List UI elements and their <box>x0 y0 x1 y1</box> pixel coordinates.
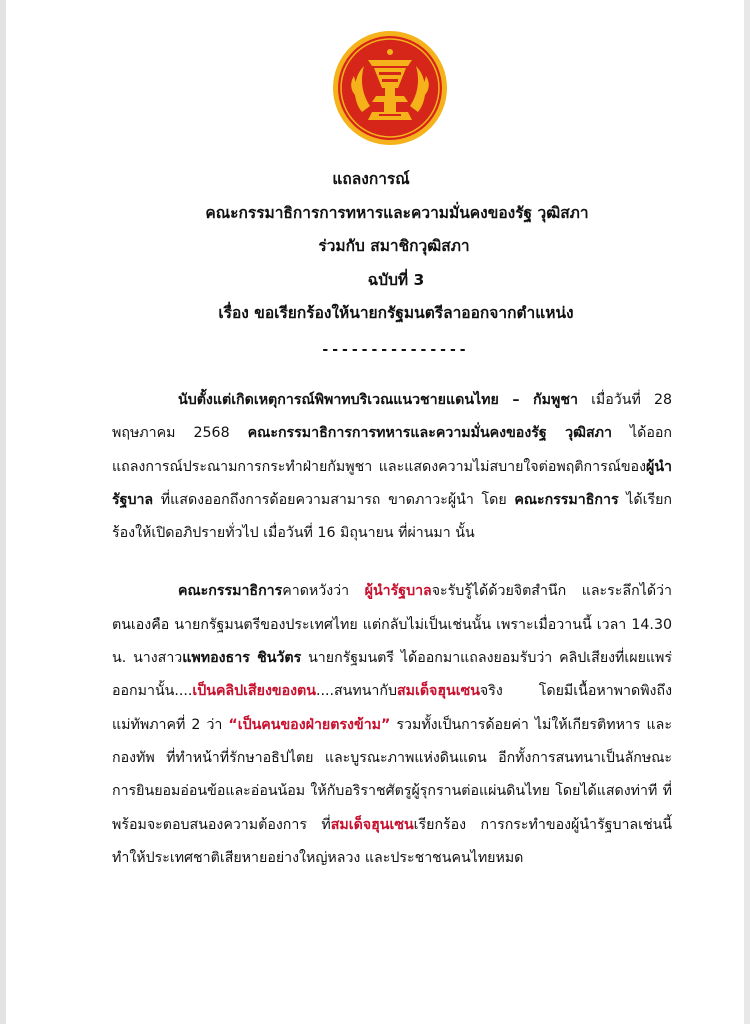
p2-text-2: จะรับรู้ได้ด้วยจิตสำนึก และระลึกได้ว่า ตนเองคือ นายกรัฐมนตรีของประเทศไทย แต่กลับไม่เป็นเช่นนั้น เพราะเมื่อวานนี้ เวลา 14.30 น. นางสาว <box>112 583 672 667</box>
p1-text-4: ได้เรียกร้องให้เปิดอภิปรายทั่วไป เมื่อวันที่ 16 มิถุนายน ที่ผ่านมา นั้น <box>112 491 672 542</box>
p2-text-7: เรียกร้อง การกระทำของผู้นำรัฐบาลเช่นนี้ ทำให้ประเทศชาติเสียหายอย่างใหญ่หลวง และประชาชนคนไทยหมด <box>112 816 672 866</box>
p2-text-1: คาดหวังว่า <box>282 583 365 600</box>
page-edge-left <box>0 0 6 1024</box>
p2-text-4: ....สนทนากับ <box>315 683 397 700</box>
p1-text-3: ที่แสดงออกถึงการด้อยความสามารถ ขาดภาวะผู้นำ โดย <box>153 491 515 508</box>
p2-text-6: รวมทั้งเป็นการด้อยค่า ไม่ให้เกียรติทหาร และกองทัพ ที่ทำหน้าที่รักษาอธิปไตย และบูรณะภาพแห่งดินแดน อีกทั้งการสนทนาเป็นลักษณะการยินยอมอ่อนข้อและอ่อนน้อม ให้กับอริราชศัตรูผู้รุกรานต่อแผ่นดินไทย โดยได้แสดงท่าที ที่พร้อมจะตอบสนองความต้องการ ที่ <box>112 716 672 833</box>
divider <box>0 342 750 358</box>
page-edge-right <box>744 0 750 1024</box>
p1-bold-4: คณะกรรมาธิการ <box>514 491 619 508</box>
p2-red-5: สมเด็จฮุนเซน <box>330 816 414 833</box>
divider-dashes: --------------- <box>322 342 470 358</box>
p2-bold-1: คณะกรรมาธิการ <box>178 583 283 600</box>
p2-red-2: เป็นคลิปเสียงของตน <box>192 683 316 700</box>
statement-subject: เรื่อง ขอเรียกร้องให้นายกรัฐมนตรีลาออกจากตำแหน่ง <box>218 304 574 322</box>
joint-with: ร่วมกับ สมาชิกวุฒิสภา <box>318 237 470 255</box>
p1-bold-1: นับตั้งแต่เกิดเหตุการณ์พิพาทบริเวณแนวชายแดนไทย – กัมพูชา <box>178 392 578 408</box>
paragraph-2 <box>112 575 672 875</box>
paragraph-gap <box>112 550 672 575</box>
p2-red-3: สมเด็จฮุนเซน <box>396 683 480 700</box>
p2-text-5: จริง โดยมีเนื้อหาพาดพิงถึงแม่ทัพภาคที่ 2 ว่า <box>112 683 672 733</box>
paragraph-1 <box>112 384 672 550</box>
p2-text-3: นายกรัฐมนตรี ได้ออกมาแถลงยอมรับว่า คลิปเสียงที่เผยแพร่ออกมานั้น.... <box>112 650 672 700</box>
parliament-seal-icon <box>332 30 448 146</box>
p2-bold-2: แพทองธาร ชินวัตร <box>182 650 302 667</box>
p2-red-1: ผู้นำรัฐบาล <box>364 583 432 600</box>
p1-text-2: ได้ออกแถลงการณ์ประณามการกระทำฝ่ายกัมพูชา และแสดงความไม่สบายใจต่อพฤติการณ์ของ <box>112 425 672 475</box>
p1-text-1: เมื่อวันที่ 28 พฤษภาคม 2568 <box>112 392 672 442</box>
p1-bold-2: คณะกรรมาธิการการทหารและความมั่นคงของรัฐ วุฒิสภา <box>247 425 612 442</box>
statement-header <box>0 163 750 331</box>
statement-title: แถลงการณ์ <box>332 170 410 188</box>
p1-bold-3: ผู้นำรัฐบาล <box>112 458 672 508</box>
issue-number: ฉบับที่ 3 <box>367 270 425 289</box>
committee-name: คณะกรรมาธิการการทหารและความมั่นคงของรัฐ วุฒิสภา <box>205 203 589 222</box>
p2-red-4: “เป็นคนของฝ่ายตรงข้าม” <box>228 716 391 733</box>
statement-body <box>112 384 672 875</box>
